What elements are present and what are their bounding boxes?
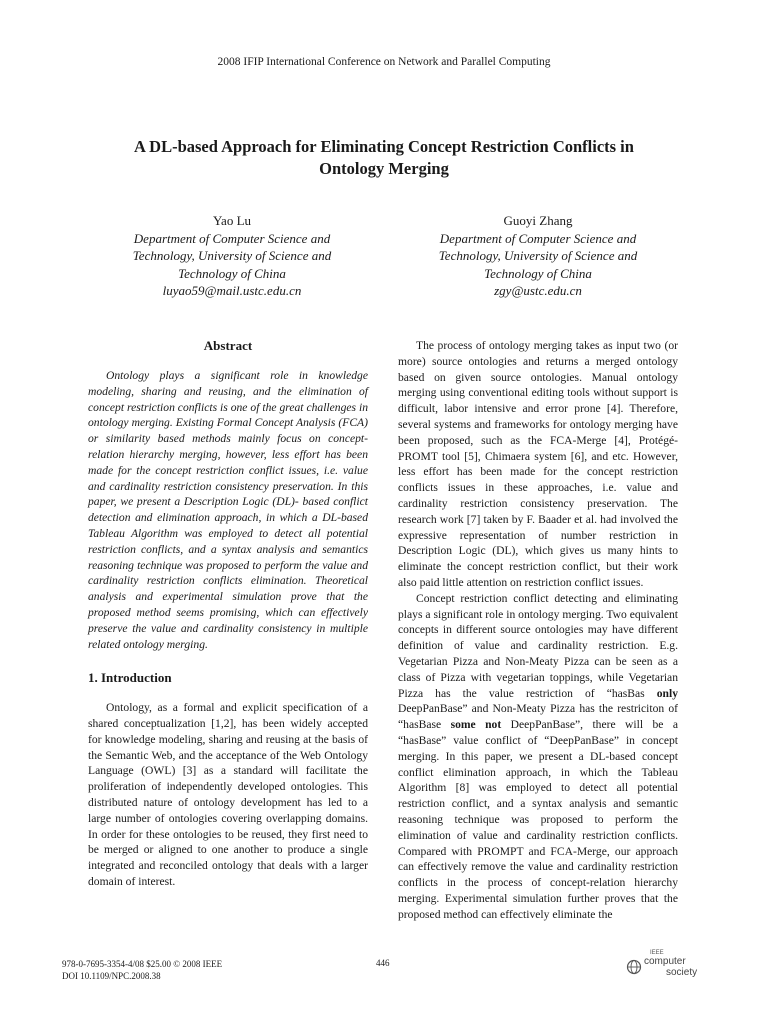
abstract-text: Ontology plays a significant role in knowledge modeling, sharing and reusing, and the elimination of concept restriction conflicts is one of the great challenges in ontology merging. Existing Formal Concept Analysis (FCA) or similarity based methods mainly focus on concept-relation hierarchy merging, however, less effort has been made for the concept restriction conflict issues, i.e. value and cardinality restriction consistency preservation. In this paper, we present a Description Logic (DL)- based conflict detection and elimination approach, in which a DL-based Tableau Algorithm was employed to detect all potential restriction conflicts, and a syntax analysis and semantics reasoning technique was proposed to perform the value and cardinality restriction conflicts elimination. Theoretical analysis and experimental simulation prove that the proposed method seems promising, which can effectively preserve the value and cardinality consistency in multiple related ontology merging. (88, 369, 368, 651)
author-affiliation-line: Department of Computer Science and (439, 230, 637, 246)
globe-icon (626, 959, 642, 975)
title-line-2: Ontology Merging (319, 159, 449, 178)
author-name: Guoyi Zhang (503, 213, 573, 228)
abstract-heading: Abstract (203, 338, 253, 353)
author-affiliation-line: Technology, University of Science and (132, 248, 332, 263)
footer-doi: DOI 10.1109/NPC.2008.38 (62, 971, 161, 981)
logo-ieee-text: IEEE (650, 950, 664, 956)
author-name: Yao Lu (212, 213, 252, 228)
conference-header: 2008 IFIP International Conference on Network and Parallel Computing (217, 56, 551, 68)
paragraph-text: DeepPanBase” and Non-Meaty Pizza has the restriciton of “hasBase (398, 702, 678, 732)
keyword-some-not: some not (450, 718, 502, 732)
right-column (398, 338, 678, 922)
page-number: 446 (376, 958, 390, 968)
author-email[interactable]: zgy@ustc.edu.cn (494, 283, 582, 298)
intro-paragraph: Ontology, as a formal and explicit specification of a shared conceptualization [1,2], has been widely accepted for knowledge modeling, sharing and reusing at the basis of the Semantic Web, and the acceptance of the Web Ontology Language (OWL) [3] as a standard will facilitate the proliferation of independently developed ontologies. This distributed nature of ontology development has led to a large number of ontologies covering overlapping domains. In order for these ontologies to be reused, they first need to be merged or aligned to one another to produce a single integrated and reconciled ontology that deals with a larger domain of interest. (88, 701, 368, 888)
author-block-1 (82, 212, 382, 300)
left-column (88, 338, 368, 890)
author-affiliation-line: Technology of China (178, 265, 286, 281)
logo-society-text: society (666, 967, 698, 978)
author-affiliation-line: Department of Computer Science and (133, 230, 331, 246)
title-line-1: A DL-based Approach for Eliminating Concept Restriction Conflicts in (134, 137, 634, 156)
author-email[interactable]: luyao59@mail.ustc.edu.cn (162, 283, 302, 298)
paragraph-text: Concept restriction conflict detecting and eliminating plays a significant role in ontology merging. Two equivalent concepts in different source ontologies may have different definition of value and cardinality restriction. E.g. Vegetarian Pizza and Non-Meaty Pizza can be seen as a class of Pizza with vegetarian toppings, while Vegetarian Pizza has the value restriction of “hasBas (398, 591, 678, 700)
paragraph-text: DeepPanBase”, there will be a “hasBase” value conflict of “DeepPanBase” in concept merging. In this paper, we present a DL-based concept conflict elimination approach, in which the Tableau Algorithm [8] was employed to detect all potential restriction conflict, and a syntax analysis and semantic reasoning technique was proposed to perform the elimination of value and cardinality restriction conflicts. Compared with PROMPT and FCA-Merge, our approach can effectively remove the value and cardinality restriction conflicts in the process of concept-relation hierarchy merging. Experimental simulation further proves that the proposed method can effectively eliminate the (398, 718, 678, 921)
author-block-2 (388, 212, 688, 300)
logo-computer-text: computer (644, 956, 686, 967)
footer-isbn: 978-0-7695-3354-4/08 $25.00 © 2008 IEEE (62, 959, 223, 969)
body-paragraph-2 (398, 591, 678, 923)
ieee-computer-society-logo (626, 950, 706, 980)
author-affiliation-line: Technology of China (484, 265, 592, 281)
author-affiliation-line: Technology, University of Science and (438, 248, 638, 263)
body-paragraph-1: The process of ontology merging takes as input two (or more) source ontologies and returns a merged ontology based on given source ontologies. Manual ontology merging using conventional editing tools without support is difficult, labor intensive and error prone [4]. Therefore, several systems and frameworks for ontology merging have been proposed, such as the FCA-Merge [4], Protégé-PROMT tool [5], Chimaera system [6], and etc. However, less effort has been made for the concept restriction conflicts issues in these approaches, i.e. value and cardinality restriction consistency preservation. The research work [7] taken by F. Baader et al. had involved the expressive representation of number restriction in Description Logic (DL), which gives us many hints to eliminate the concept restriction conflict, but their work also paid little attention on restriction conflict issues. (398, 339, 678, 589)
footer-citation (62, 958, 222, 982)
paper-title (84, 136, 684, 180)
keyword-only: only (656, 686, 678, 700)
section-heading-introduction: 1. Introduction (88, 670, 172, 686)
